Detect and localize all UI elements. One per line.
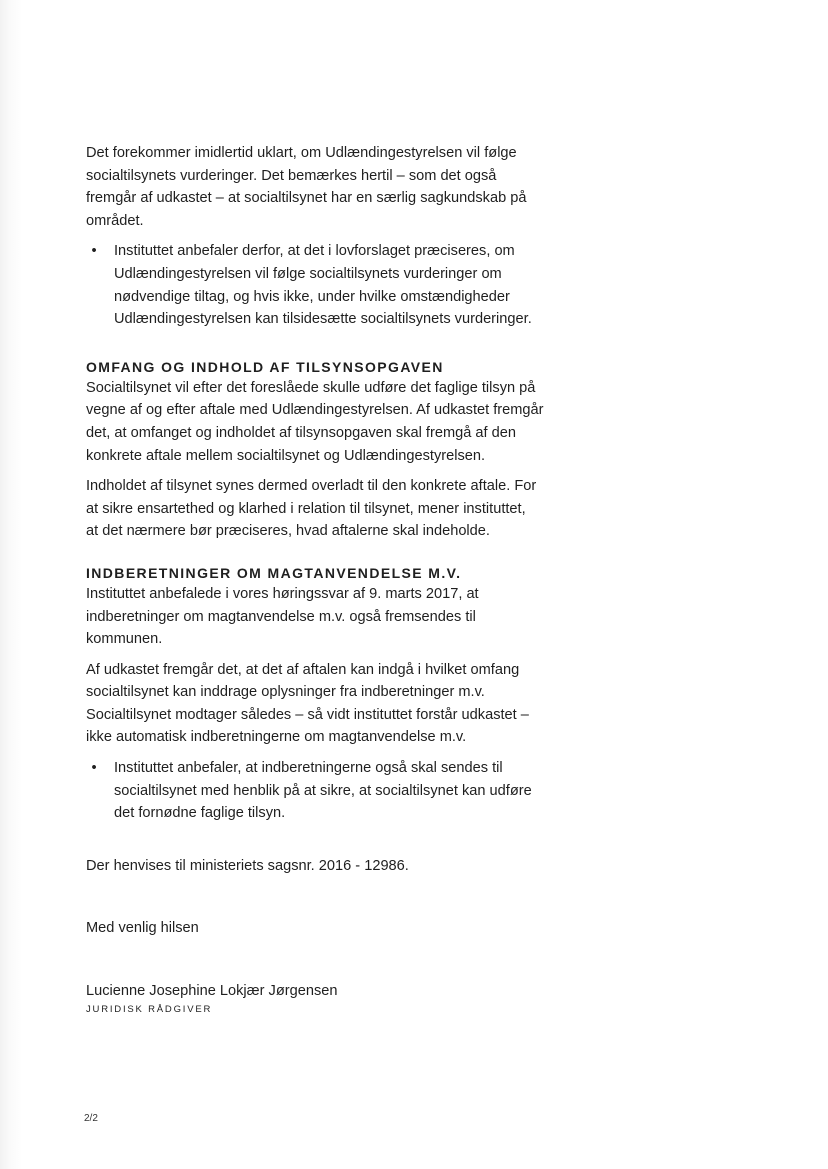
text-line: konkrete aftale mellem socialtilsynet og Udlændingestyrelsen.: [86, 447, 486, 464]
paragraph-indberetninger-a: [86, 583, 586, 651]
text-line: ikke automatisk indberetningerne om magtanvendelse m.v.: [86, 729, 467, 746]
text-line: det, at omfanget og indholdet af tilsynsopgaven skal fremgå af den: [86, 424, 516, 441]
paragraph-indberetninger-b: [86, 659, 586, 749]
text-line: Indholdet af tilsynet synes dermed overladt til den konkrete aftale. For: [86, 478, 537, 495]
text-line: Udlændingestyrelsen kan tilsidesætte socialtilsynets vurderinger.: [114, 311, 532, 328]
text-line: kommunen.: [86, 631, 163, 648]
text-line: Socialtilsynet vil efter det foreslåede skulle udføre det faglige tilsyn på: [86, 379, 536, 396]
page-number: 2/2: [84, 1113, 98, 1124]
text-line: Udlændingestyrelsen vil følge socialtilsynets vurderinger om: [114, 265, 502, 282]
bullet-icon: •: [91, 760, 97, 777]
signature-title: JURIDISK RÅDGIVER: [86, 1004, 213, 1016]
bullet-icon: •: [91, 243, 97, 260]
text-line: nødvendige tiltag, og hvis ikke, under hvilke omstændigheder: [114, 288, 510, 305]
text-line: området.: [86, 212, 144, 229]
paragraph-omfang-b: [86, 475, 586, 543]
section-heading-indberetninger: INDBERETNINGER OM MAGTANVENDELSE M.V.: [86, 564, 462, 581]
recommendation-bullet-1: [86, 240, 586, 330]
case-reference: Der henvises til ministeriets sagsnr. 2016 - 12986.: [86, 857, 409, 874]
section-heading-omfang: OMFANG OG INDHOLD AF TILSYNSOPGAVEN: [86, 358, 444, 375]
text-line: Af udkastet fremgår det, at det af aftalen kan indgå i hvilket omfang: [86, 661, 520, 678]
document-page: [86, 142, 586, 1018]
paragraph-udlaendingestyrelsen: [86, 142, 586, 232]
text-line: indberetninger om magtanvendelse m.v. også fremsendes til: [86, 608, 476, 625]
signature-name: Lucienne Josephine Lokjær Jørgensen: [86, 983, 338, 1000]
text-line: at det nærmere bør præciseres, hvad aftalerne skal indeholde.: [86, 523, 490, 540]
scan-edge-shadow: [0, 0, 22, 1169]
text-line: fremgår af udkastet – at socialtilsynet har en særlig sagkundskab på: [86, 190, 527, 207]
text-line: Instituttet anbefaler, at indberetningerne også skal sendes til: [114, 760, 503, 777]
text-line: det fornødne faglige tilsyn.: [114, 805, 286, 822]
text-line: socialtilsynets vurderinger. Det bemærkes hertil – som det også: [86, 167, 497, 184]
text-line: at sikre ensartethed og klarhed i relation til tilsynet, mener instituttet,: [86, 500, 526, 517]
text-line: Det forekommer imidlertid uklart, om Udlændingestyrelsen vil følge: [86, 145, 517, 161]
text-line: vegne af og efter aftale med Udlændingestyrelsen. Af udkastet fremgår: [86, 402, 544, 419]
closing-greeting: Med venlig hilsen: [86, 920, 199, 937]
text-line: Socialtilsynet modtager således – så vidt instituttet forstår udkastet –: [86, 706, 529, 723]
text-line: socialtilsynet kan inddrage oplysninger fra indberetninger m.v.: [86, 684, 485, 701]
text-line: Instituttet anbefaler derfor, at det i lovforslaget præciseres, om: [114, 243, 515, 260]
recommendation-bullet-2: [86, 757, 586, 825]
paragraph-omfang-a: [86, 377, 586, 467]
text-line: socialtilsynet med henblik på at sikre, at socialtilsynet kan udføre: [114, 782, 532, 799]
text-line: Instituttet anbefalede i vores høringssvar af 9. marts 2017, at: [86, 585, 479, 602]
